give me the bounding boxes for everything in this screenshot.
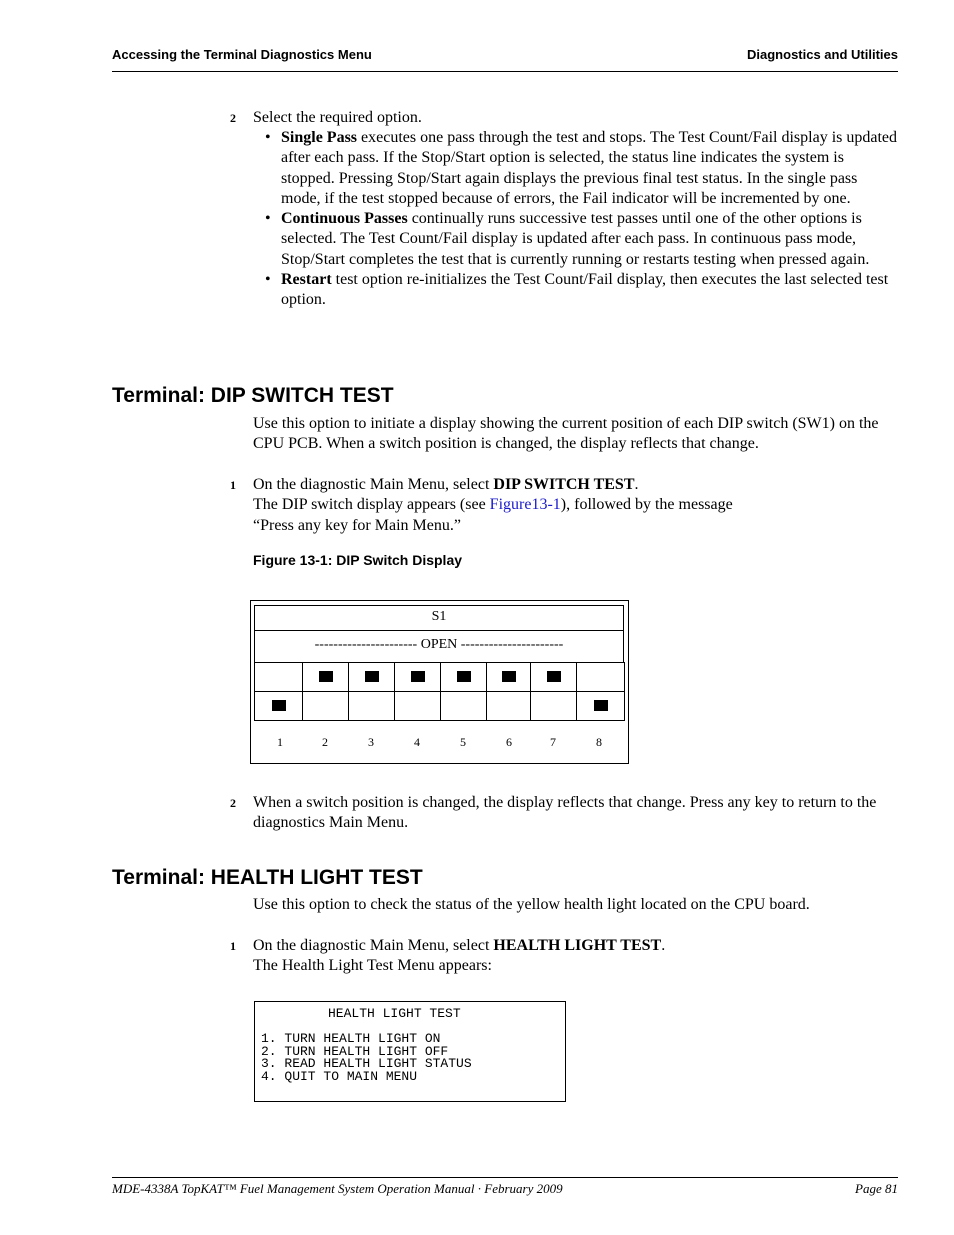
menu-option-name: HEALTH LIGHT TEST (493, 937, 662, 954)
dip-switch-cell (440, 662, 487, 692)
option-description: continually runs successive test passes until one of the other options is selected. The Test Count/Fail display is updated after each pass. In continuous pass mode, Stop/Start completes the test that is currently running or restarts testing when pressed again. (281, 210, 870, 268)
bullet-icon: • (265, 210, 271, 228)
dip-intro-paragraph: Use this option to initiate a display showing the current position of each DIP switch (SW1) on the CPU PCB. When a switch position is changed, the display reflects that change. (253, 415, 879, 453)
dip-switch-position-marker (272, 700, 286, 711)
dip-switch-number: 6 (506, 735, 512, 749)
dip-switch-cell (440, 691, 487, 721)
list-item (265, 209, 900, 270)
dip-switch-number: 2 (322, 735, 328, 749)
step-text-part: . (661, 937, 666, 954)
step-text-part: On the diagnostic Main Menu, select (253, 937, 494, 954)
dip-switch-cell (348, 691, 395, 721)
step-text: Select the required option. (253, 109, 422, 126)
dip-switch-cell (486, 662, 531, 692)
step-text: When a switch position is changed, the display reflects that change. Press any key to return to the diagnostics Main Menu. (253, 794, 877, 832)
dip-switch-number: 3 (368, 735, 374, 749)
menu-item: 4. QUIT TO MAIN MENU (261, 1068, 418, 1084)
step-text (253, 936, 900, 977)
dip-switch-position-marker (502, 671, 516, 682)
dip-switch-cell (530, 691, 577, 721)
footer-document-title: MDE-4338A TopKAT™ Fuel Management System Operation Manual · February 2009 (112, 1181, 563, 1196)
header-section-title: Accessing the Terminal Diagnostics Menu (112, 47, 372, 62)
step-number: 1 (230, 478, 236, 492)
menu-item: 3. READ HEALTH LIGHT STATUS (261, 1056, 472, 1071)
dip-switch-position-marker (457, 671, 471, 682)
dip-switch-cell (254, 691, 303, 721)
page-number: Page 81 (855, 1181, 898, 1196)
dip-section-heading: Terminal: DIP SWITCH TEST (112, 384, 394, 407)
step-number: 2 (230, 111, 236, 125)
menu-title: HEALTH LIGHT TEST (328, 1006, 461, 1021)
option-description: executes one pass through the test and stops. The Test Count/Fail display is updated after each pass. If the Stop/Start option is selected, the status line indicates the system is stopped. Pressing Stop/Start again displays the previous final test status. In the single pass mode, if the test stopped because of errors, the Fail indicator will be incremented by one. (281, 129, 898, 207)
menu-item: 2. TURN HEALTH LIGHT OFF (261, 1043, 449, 1059)
figure-link[interactable]: Figure13-1 (489, 496, 561, 514)
footer-rule (112, 1177, 898, 1178)
dip-switch-cell (576, 662, 625, 692)
dip-switch-position-marker (594, 700, 608, 711)
step-text-part: On the diagnostic Main Menu, select (253, 476, 494, 493)
header-chapter-title: Diagnostics and Utilities (747, 47, 898, 62)
dip-switch-cell (254, 662, 303, 692)
option-list (265, 128, 900, 311)
step-number: 2 (230, 796, 236, 810)
step-text-part: The Health Light Test Menu appears: (253, 957, 492, 975)
running-header (112, 47, 898, 62)
dip-switch-cell (394, 691, 441, 721)
list-item (265, 128, 900, 209)
dip-switch-number: 7 (550, 735, 556, 749)
dip-switch-cell (486, 691, 531, 721)
bullet-icon: • (265, 129, 271, 146)
health-intro-paragraph: Use this option to check the status of the yellow health light located on the CPU board. (253, 896, 810, 913)
step-number: 1 (230, 939, 236, 953)
dip-closed-row (254, 691, 624, 721)
dip-open-label: ---------------------- OPEN ---------------------- (254, 630, 624, 663)
step-text-part: . (634, 476, 639, 493)
dip-open-row (254, 662, 624, 692)
dip-switch-cell (302, 662, 349, 692)
menu-option-name: DIP SWITCH TEST (493, 476, 635, 493)
menu-item: 1. TURN HEALTH LIGHT ON (261, 1031, 441, 1046)
dip-switch-position-marker (547, 671, 561, 682)
dip-title: S1 (254, 605, 624, 631)
step-text-part: The DIP switch display appears (see (253, 496, 490, 514)
dip-switch-cell (530, 662, 577, 692)
option-term: Single Pass (281, 129, 358, 146)
option-term: Restart (281, 271, 332, 289)
option-description: test option re-initializes the Test Count/Fail display, then executes the last selected test option. (281, 271, 889, 309)
step-text-part: ), followed by the message (560, 496, 733, 514)
dip-switch-cell (302, 691, 349, 721)
dip-switch-number: 1 (277, 735, 283, 749)
option-term: Continuous Passes (281, 210, 408, 228)
header-rule (112, 71, 898, 72)
dip-switch-number: 4 (414, 735, 420, 749)
dip-switch-position-marker (365, 671, 379, 682)
dip-switch-cell (394, 662, 441, 692)
dip-switch-number: 8 (596, 735, 602, 749)
bullet-icon: • (265, 271, 271, 289)
dip-switch-cell (348, 662, 395, 692)
health-light-menu-screen (254, 1001, 566, 1102)
dip-switch-number: 5 (460, 735, 466, 749)
health-section-heading: Terminal: HEALTH LIGHT TEST (112, 866, 423, 889)
step-text-part: “Press any key for Main Menu.” (253, 516, 461, 534)
running-footer (112, 1181, 898, 1197)
dip-switch-cell (576, 691, 625, 721)
step-text (253, 475, 900, 536)
figure-caption: Figure 13-1: DIP Switch Display (253, 552, 463, 568)
dip-switch-position-marker (319, 671, 333, 682)
list-item (265, 270, 900, 311)
dip-switch-position-marker (411, 671, 425, 682)
